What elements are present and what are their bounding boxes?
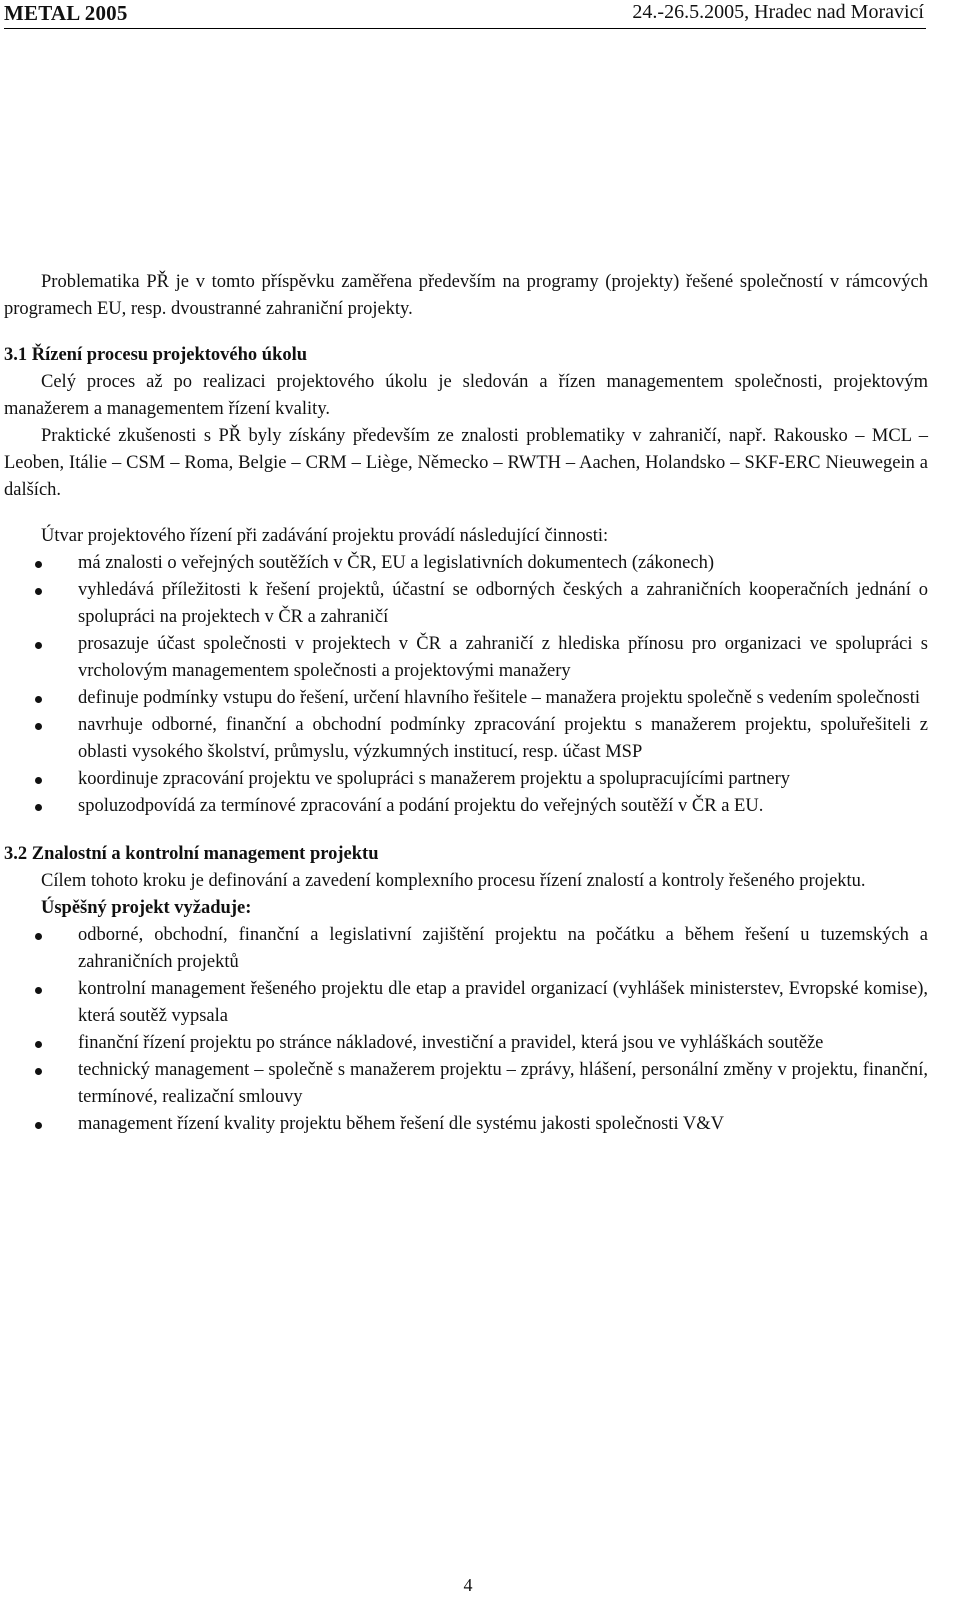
list-item: prosazuje účast společnosti v projektech v ČR a zahraničí z hlediska přínosu pro organizaci ve spolupráci s vrcholovým managementem společnosti a projektovými manažery xyxy=(4,631,928,685)
section-heading-3-2: 3.2 Znalostní a kontrolní management projektu xyxy=(4,844,379,864)
list-item: finanční řízení projektu po stránce nákladové, investiční a pravidel, která jsou ve vyhláškách soutěže xyxy=(4,1030,928,1057)
bullet-icon xyxy=(35,987,42,994)
list-item: koordinuje zpracování projektu ve spolupráci s manažerem projektu a spolupracujícími partnery xyxy=(4,766,928,793)
bullet-icon xyxy=(35,933,42,940)
section-3-1-paragraph-3: Útvar projektového řízení při zadávání projektu provádí následující činnosti: xyxy=(41,526,609,546)
conference-name: METAL 2005 xyxy=(4,1,128,25)
page-number: 4 xyxy=(463,1575,473,1595)
bullet-icon xyxy=(35,804,42,811)
section-3-1-paragraph-2: Praktické zkušenosti s PŘ byly získány především ze znalosti problematiky v zahraničí, např. Rakousko – MCL – Leoben, Itálie – CSM – Roma, Belgie – CRM – Liège, Německo – RWTH – Aachen, Holandsko – SKF-ERC Nieuwegein a dalších. xyxy=(4,426,928,500)
section-3-2-paragraph-1: Cílem tohoto kroku je definování a zavedení komplexního procesu řízení znalostí a kontroly řešeného projektu. xyxy=(41,871,866,891)
section-3-2-subheading: Úspěšný projekt vyžaduje: xyxy=(41,898,252,918)
activities-list xyxy=(4,550,928,820)
list-item: management řízení kvality projektu během řešení dle systému jakosti společnosti V&V xyxy=(4,1111,928,1138)
section-3-1-paragraph-1: Celý proces až po realizaci projektového úkolu je sledován a řízen managementem společnosti, projektovým manažerem a managementem řízení kvality. xyxy=(4,372,928,419)
bullet-icon xyxy=(35,588,42,595)
bullet-icon xyxy=(35,1041,42,1048)
bullet-icon xyxy=(35,723,42,730)
bullet-icon xyxy=(35,642,42,649)
bullet-icon xyxy=(35,1068,42,1075)
bullet-icon xyxy=(35,561,42,568)
bullet-icon xyxy=(35,696,42,703)
document-body xyxy=(4,269,928,1138)
bullet-icon xyxy=(35,777,42,784)
bullet-icon xyxy=(35,1122,42,1129)
page-header xyxy=(4,0,926,29)
list-item: technický management – společně s manažerem projektu – zprávy, hlášení, personální změny v projektu, finanční, termínové, realizační smlouvy xyxy=(4,1057,928,1111)
list-item: odborné, obchodní, finanční a legislativní zajištění projektu na počátku a během řešení u tuzemských a zahraničních projektů xyxy=(4,922,928,976)
list-item: má znalosti o veřejných soutěžích v ČR, EU a legislativních dokumentech (zákonech) xyxy=(4,550,928,577)
intro-paragraph: Problematika PŘ je v tomto příspěvku zaměřena především na programy (projekty) řešené společností v rámcových programech EU, resp. dvoustranné zahraniční projekty. xyxy=(4,272,928,319)
requirements-list xyxy=(4,922,928,1138)
list-item: navrhuje odborné, finanční a obchodní podmínky zpracování projektu s manažerem projektu, spoluřešiteli z oblasti vysokého školství, průmyslu, výzkumných institucí, resp. účast MSP xyxy=(4,712,928,766)
list-item: kontrolní management řešeného projektu dle etap a pravidel organizací (vyhlášek ministerstev, Evropské komise), která soutěž vypsala xyxy=(4,976,928,1030)
list-item: vyhledává příležitosti k řešení projektů, účastní se odborných českých a zahraničních kooperačních jednání o spolupráci na projektech v ČR a zahraničí xyxy=(4,577,928,631)
list-item: definuje podmínky vstupu do řešení, určení hlavního řešitele – manažera projektu společně s vedením společnosti xyxy=(4,685,928,712)
conference-date-place: 24.-26.5.2005, Hradec nad Moravicí xyxy=(632,1,924,23)
section-heading-3-1: 3.1 Řízení procesu projektového úkolu xyxy=(4,345,308,365)
list-item: spoluzodpovídá za termínové zpracování a podání projektu do veřejných soutěží v ČR a EU. xyxy=(4,793,928,820)
